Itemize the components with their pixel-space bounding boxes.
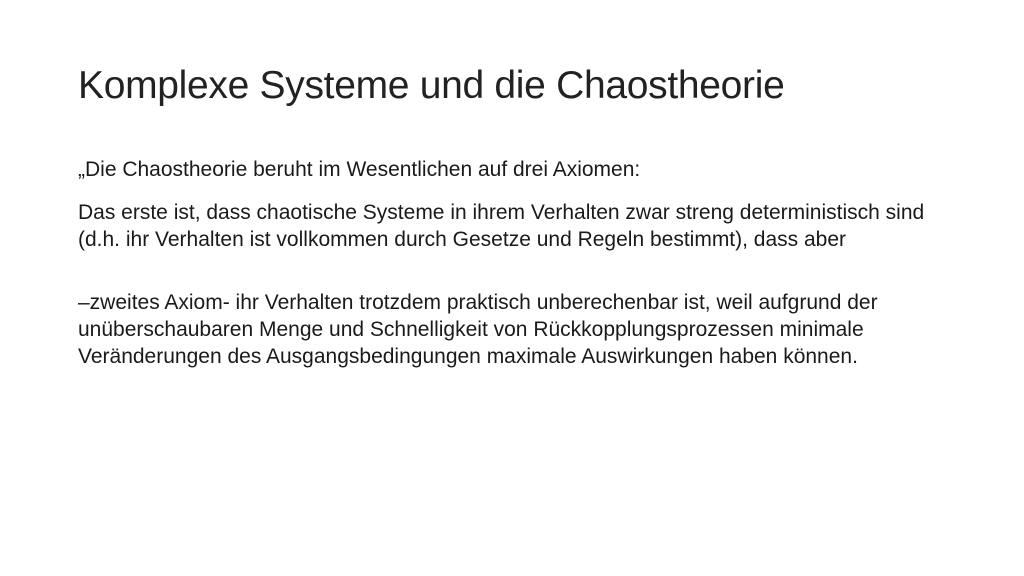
quote-intro-paragraph: „Die Chaostheorie beruht im Wesentlichen auf drei Axiomen: [78,158,641,181]
first-axiom-paragraph: Das erste ist, dass chaotische Systeme in ihrem Verhalten zwar streng deterministisch sind (d.h. ihr Verhalten ist vollkommen durch Gesetze und Regeln bestimmt), dass aber [78,201,925,251]
second-axiom-paragraph: –zweites Axiom- ihr Verhalten trotzdem praktisch unberechenbar ist, weil aufgrund der unüberschaubaren Menge und Schnelligkeit von Rückkopplungsprozessen minimale Veränderungen des Ausgangsbedingungen maximale Auswirkungen haben können. [78,291,878,368]
slide-title: Komplexe Systeme und die Chaostheorie [78,64,785,107]
slide-body [78,156,958,370]
